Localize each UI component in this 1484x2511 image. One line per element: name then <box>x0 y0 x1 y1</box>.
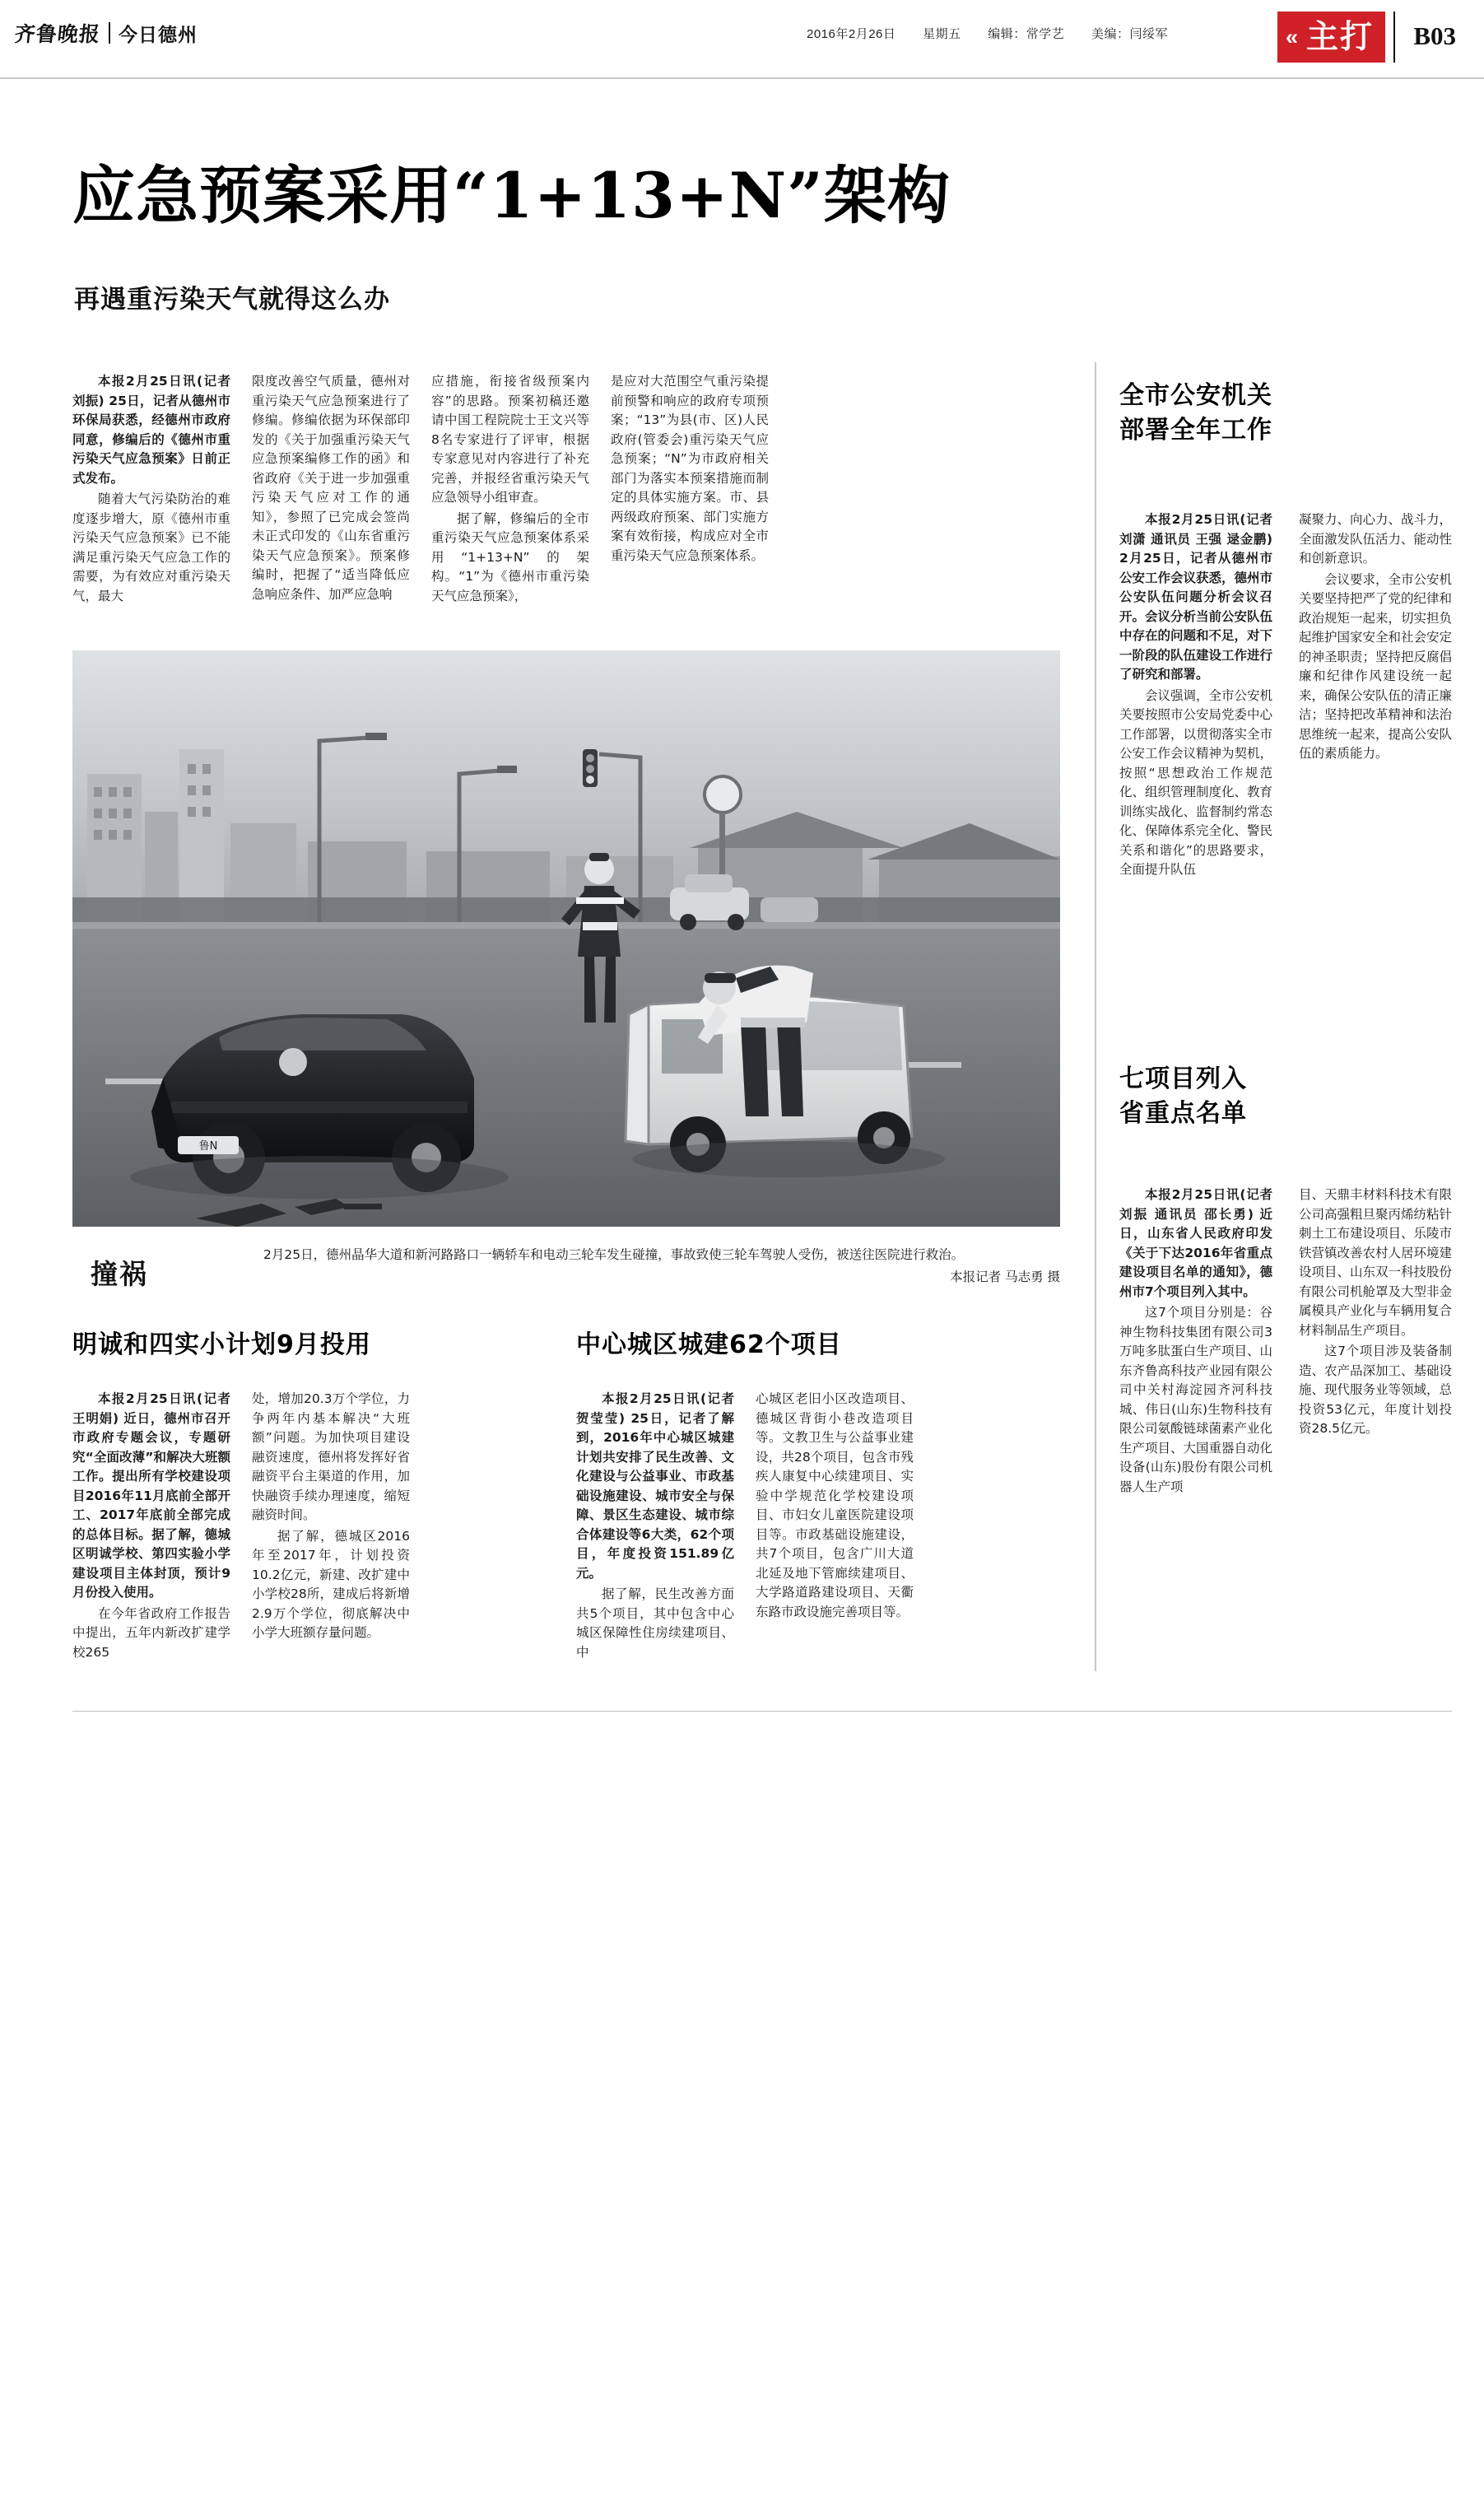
school-article-column-1 <box>72 1390 230 1664</box>
main-article-column-4 <box>611 372 769 567</box>
paragraph: 是应对大范围空气重污染提前预警和响应的政府专项预案；“13”为县(市、区)人民政府(管委会)重污染天气应急预案；“N”为市政府相关部门为落实本预案措施而制定的具体实施方案。市、县两级政府预案、部门实施方案有效衔接，构成应对全市重污染天气应急预案体系。 <box>611 374 769 563</box>
rail-article-2-column-2 <box>1299 1186 1452 1441</box>
main-article-column-2 <box>252 372 410 606</box>
paragraph: 心城区老旧小区改造项目、德城区背街小巷改造项目等。文教卫生与公益事业建设，共28个项目，包含市残疾人康复中心续建项目、实验中学规范化学校建设项目、市妇女儿童医院建设项目等。市政基础设施建设，共7个项目，包含广川大道北延及地下管廊续建项目、大学路道路建设项目、天衢东路市政设施完善项目等。 <box>756 1391 914 1619</box>
rail-article-1-column-2 <box>1299 510 1452 766</box>
rail-article-2-headline-line2: 省重点名单 <box>1119 1099 1247 1128</box>
rail-article-1-headline <box>1119 379 1272 448</box>
rail-divider <box>1095 362 1096 1671</box>
paragraph: 随着大气污染防治的难度逐步增大，原《德州市重污染天气应急预案》已不能满足重污染天气应急工作的需要，为有效应对重污染天气，最大 <box>72 491 230 603</box>
paragraph: 凝聚力、向心力、战斗力，全面激发队伍活力、能动性和创新意识。 <box>1299 512 1453 566</box>
paragraph: 本报2月25日讯(记者 刘潇 通讯员 王强 逯金鹏) 2月25日，记者从德州市公安工作会议获悉，德州市公安队伍问题分析会议召开。会议分析当前公安队伍中存在的问题和不足，对下一阶段的队伍建设工作进行了研究和部署。 <box>1119 512 1273 682</box>
paragraph: 本报2月25日讯(记者 刘振) 25日，记者从德州市环保局获悉，经德州市政府同意，修编后的《德州市重污染天气应急预案》日前正式发布。 <box>72 374 230 486</box>
double-chevron-left-icon: « <box>1285 24 1298 49</box>
paragraph: 会议要求，全市公安机关要坚持把严了党的纪律和政治规矩一起来，切实担负起维护国家安全和社会安定的神圣职责；坚持把反腐倡廉和纪律作风建设统一起来，确保公安队伍的清正廉洁；坚持把改革精神和法治思维统一起来，提高公安队伍的素质能力。 <box>1299 571 1453 761</box>
paragraph: 会议强调，全市公安机关要按照市公安局党委中心工作部署，以贯彻落实全市公安工作会议精神为契机，按照“思想政治工作规范化、组织管理制度化、教育训练实战化、监督制约常态化、保障体系完全化、警民关系和谐化”的思路要求，全面提升队伍 <box>1119 687 1273 877</box>
rail-article-2-headline-line1: 七项目列入 <box>1119 1064 1247 1093</box>
masthead-vertical-divider <box>1393 12 1395 63</box>
logo-primary-text: 齐鲁晚报 <box>13 22 102 46</box>
main-subheadline: 再遇重污染天气就得这么办 <box>74 285 390 314</box>
news-photo-graphic <box>72 650 1060 1227</box>
rail-article-1-headline-line1: 全市公安机关 <box>1119 381 1272 410</box>
paragraph: 据了解，修编后的全市重污染天气应急预案体系采用“1+13+N”的架构。“1”为《德州市重污染天气应急预案》， <box>431 510 589 603</box>
page-number: B03 <box>1413 21 1456 50</box>
photo-caption-body <box>263 1245 1060 1288</box>
rail-article-2-column-1 <box>1119 1186 1272 1498</box>
rail-article-1-headline-line2: 部署全年工作 <box>1119 416 1272 445</box>
logo-secondary-text: 今日德州 <box>119 23 198 46</box>
paragraph: 应措施，衔接省级预案内容”的思路。预案初稿还邀请中国工程院院士王文兴等8名专家进行了评审，根据专家意见对内容进行了补充完善，并报经省重污染天气应急领导小组审查。 <box>431 374 589 505</box>
school-article-headline: 明诚和四实小计划9月投用 <box>72 1330 371 1359</box>
rail-article-1-column-1 <box>1119 510 1272 882</box>
designer-credit: 美编：闫绥军 <box>1091 27 1168 41</box>
photo-caption-text: 2月25日，德州晶华大道和新河路路口一辆轿车和电动三轮车发生碰撞，事故致使三轮车驾驶人受伤，被送往医院进行救治。 <box>263 1247 965 1262</box>
paragraph: 在今年省政府工作报告中提出，五年内新改扩建学校265 <box>72 1605 230 1660</box>
editor-credit: 编辑：常学艺 <box>988 27 1065 41</box>
paragraph: 据了解，民生改善方面共5个项目，其中包含中心城区保障性住房续建项目、中 <box>576 1586 734 1660</box>
paragraph: 本报2月25日讯(记者 刘振 通讯员 邵长勇) 近日，山东省人民政府印发《关于下达2016年省重点建设项目名单的通知》，德州市7个项目列入其中。 <box>1119 1187 1272 1299</box>
paragraph: 目、天鼎丰材料科技术有限公司高强粗旦聚丙烯纺粘针刺土工布建设项目、乐陵市铁营镇改善农村人居环境建设项目、山东双一科技股份有限公司机舱罩及大型非金属模具产业化与车辆用复合材料制品生产项目。 <box>1299 1187 1453 1338</box>
masthead-rule <box>0 77 1484 79</box>
city-article-headline: 中心城区城建62个项目 <box>576 1330 842 1359</box>
paragraph: 本报2月25日讯(记者 贺莹莹) 25日，记者了解到，2016年中心城区城建计划共安排了民生改善、文化建设与公益事业、市政基础设施建设、城市安全与保障、景区生态建设、城市综合体建设等6大类，62个项目，年度投资151.89亿元。 <box>576 1391 734 1581</box>
photo-credit: 本报记者 马志勇 摄 <box>950 1269 1060 1284</box>
issue-date: 2016年2月26日 <box>807 27 896 41</box>
rail-article-2-headline <box>1119 1062 1247 1131</box>
school-article-column-2 <box>252 1390 410 1645</box>
city-article-column-2 <box>756 1390 914 1624</box>
main-headline: 应急预案采用“1+13+N”架构 <box>72 159 951 232</box>
paragraph: 限度改善空气质量，德州对重污染天气应急预案进行了修编。修编依据为环保部印发的《关于加强重污染天气应急预案编修工作的函》和省政府《关于进一步加强重污染天气应对工作的通知》，参照了已完成会签尚未正式印发的《山东省重污染天气应急预案》。预案修编时，把握了“适当降低应急响应条件、加严应急响 <box>252 374 410 602</box>
issue-weekday: 星期五 <box>923 27 961 41</box>
paragraph: 这7个项目分别是：谷神生物科技集团有限公司3万吨多肽蛋白生产项目、山东齐鲁高科技产业园有限公司中关村海淀园齐河科技城、伟日(山东)生物科技有限公司氨酸链球菌素产业化生产项目、大国重器自动化设备(山东)股份有限公司机器人生产项 <box>1119 1305 1273 1494</box>
main-article-column-3 <box>431 372 589 608</box>
paragraph: 这7个项目涉及装备制造、农产品深加工、基础设施、现代服务业等领域，总投资53亿元，年度计划投资28.5亿元。 <box>1299 1344 1453 1436</box>
masthead <box>0 0 1484 79</box>
paragraph: 处，增加20.3万个学位，力争两年内基本解决“大班额”问题。为加快项目建设融资速度，德州将发挥好省融资平台主渠道的作用，加快融资手续办理速度，缩短融资时间。 <box>252 1391 410 1522</box>
svg-text:鲁N: 鲁N <box>198 1140 218 1153</box>
paragraph: 据了解，德城区2016年至2017年，计划投资10.2亿元，新建、改扩建中小学校28所，建成后将新增2.9万个学位，彻底解决中小学大班额存量问题。 <box>252 1528 410 1640</box>
photo-caption-title: 撞祸 <box>91 1258 148 1290</box>
section-flag-label: 主打 <box>1305 17 1374 56</box>
news-photo <box>72 650 1060 1227</box>
city-article-column-1 <box>576 1390 734 1664</box>
section-flag <box>1277 12 1385 63</box>
bottom-rule <box>72 1711 1452 1712</box>
paragraph: 本报2月25日讯(记者 王明娟) 近日，德州市召开市政府专题会议，专题研究“全面改薄”和解决大班额工作。提出所有学校建设项目2016年11月底前全部开工、2017年底前全部完成的总体目标。据了解，德城区明诚学校、第四实验小学建设项目主体封顶，预计9月份投入使用。 <box>72 1391 230 1600</box>
publication-logo <box>15 18 198 48</box>
main-article-column-1 <box>72 372 230 608</box>
logo-separator <box>109 22 110 44</box>
masthead-meta <box>807 25 1191 42</box>
